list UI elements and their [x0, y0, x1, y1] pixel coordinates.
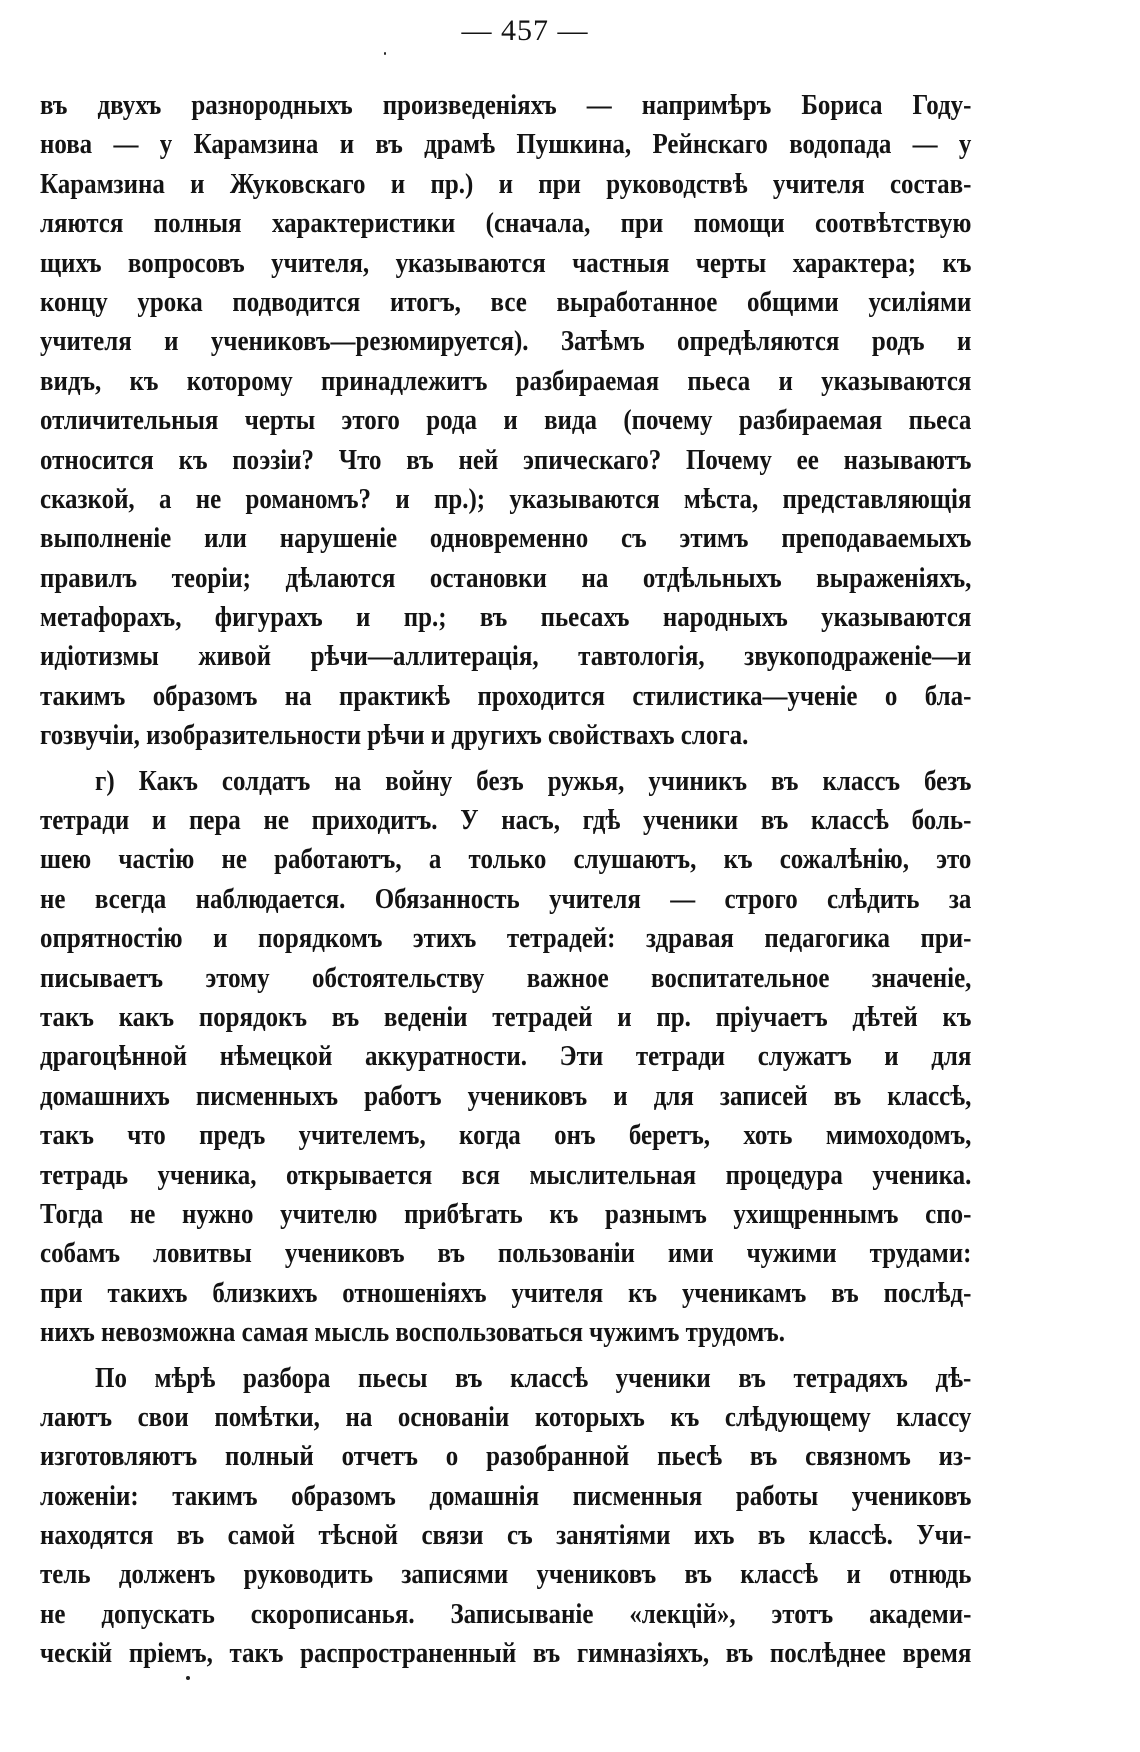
text-line: нова — у Карамзина и въ драмѣ Пушкина, Рейнскаго водопада — у [40, 128, 972, 161]
text-line: отличительныя черты этого рода и вида (почему разбираемая пьеса [40, 404, 972, 437]
text-line: тетради и пера не приходитъ. У насъ, гдѣ ученики въ классѣ боль- [40, 804, 972, 837]
text-line: такъ какъ порядокъ въ веденіи тетрадей и пр. пріучаетъ дѣтей къ [40, 1000, 972, 1033]
text-line: находятся въ самой тѣсной связи съ занятіями ихъ въ классѣ. Учи- [40, 1519, 972, 1552]
text-line: тетрадь ученика, открывается вся мыслительная процедура ученика. [40, 1158, 972, 1191]
text-line: ческій пріемъ, такъ распространенный въ гимназіяхъ, въ послѣднее время [40, 1637, 972, 1670]
text-line: при такихъ близкихъ отношеніяхъ учителя къ ученикамъ въ послѣд- [40, 1276, 972, 1309]
text-line: учителя и учениковъ—резюмируется). Затѣмъ опредѣляются родъ и [40, 325, 972, 358]
text-line: въ двухъ разнородныхъ произведеніяхъ — напримѣръ Бориса Году- [40, 89, 972, 121]
text-line: Карамзина и Жуковскаго и пр.) и при руководствѣ учителя состав- [40, 167, 972, 200]
text-line: не допускать скорописанья. Записываніе «лекцій», этотъ академи- [40, 1597, 972, 1630]
text-line: концу урока подводится итогъ, все выработанное общими усиліями [40, 285, 972, 318]
text-line: метафорахъ, фигурахъ и пр.; въ пьесахъ народныхъ указываются [40, 601, 972, 634]
text-line: опрятностію и порядкомъ этихъ тетрадей: здравая педагогика при- [40, 922, 972, 955]
page-number: — 457 — [461, 14, 589, 47]
paragraph-1 [40, 86, 970, 756]
text-line: выполненіе или нарушеніе одновременно съ этимъ преподаваемыхъ [40, 522, 972, 555]
text-line: нихъ невозможна самая мысль воспользоваться чужимъ трудомъ. [40, 1316, 785, 1349]
text-line: домашнихъ писменныхъ работъ учениковъ и для записей въ классѣ, [40, 1079, 972, 1112]
text-line: гозвучіи, изобразительности рѣчи и другихъ свойствахъ слога. [40, 719, 749, 752]
text-line: такимъ образомъ на практикѣ проходится стилистика—ученіе о бла- [40, 679, 972, 712]
text-line: видъ, къ которому принадлежитъ разбираемая пьеса и указываются [40, 364, 972, 397]
print-speck [384, 52, 386, 55]
text-line: По мѣрѣ разбора пьесы въ классѣ ученики въ тетрадяхъ дѣ- [95, 1361, 972, 1394]
text-line: драгоцѣнной нѣмецкой аккуратности. Эти тетради служатъ и для [40, 1040, 972, 1073]
text-line: относится къ поэзіи? Что въ ней эпическаго? Почему ее называютъ [40, 443, 972, 476]
print-speck [186, 1676, 190, 1680]
paragraph-3 [40, 1359, 970, 1674]
text-line: изготовляютъ полный отчетъ о разобранной пьесѣ въ связномъ из- [40, 1440, 972, 1473]
text-line: не всегда наблюдается. Обязанность учителя — строго слѣдить за [40, 882, 972, 915]
text-line: собамъ ловитвы учениковъ въ пользованіи ими чужими трудами: [40, 1237, 972, 1270]
body-text [40, 86, 970, 1674]
text-line: щихъ вопросовъ учителя, указываются частныя черты характера; къ [40, 246, 972, 279]
text-line: тель долженъ руководить записями учениковъ въ классѣ и отнюдь [40, 1558, 972, 1591]
text-line: Тогда не нужно учителю прибѣгать къ разнымъ ухищреннымъ спо- [40, 1197, 972, 1230]
text-line: шею частію не работаютъ, а только слушаютъ, къ сожалѣнію, это [40, 843, 972, 876]
text-line: такъ что предъ учителемъ, когда онъ беретъ, хоть мимоходомъ, [40, 1119, 972, 1152]
text-line: г) Какъ солдатъ на войну безъ ружья, учиникъ въ классъ безъ [95, 764, 972, 797]
text-line: ляются полныя характеристики (сначала, при помощи соотвѣтствую [40, 207, 972, 240]
text-line: правилъ теоріи; дѣлаются остановки на отдѣльныхъ выраженіяхъ, [40, 561, 972, 594]
text-line: сказкой, а не романомъ? и пр.); указываются мѣста, представляющія [40, 482, 972, 515]
text-line: писываетъ этому обстоятельству важное воспитательное значеніе, [40, 961, 972, 994]
text-line: лаютъ свои помѣтки, на основаніи которыхъ къ слѣдующему классу [40, 1400, 972, 1433]
text-line: идіотизмы живой рѣчи—аллитерація, тавтологія, звукоподраженіе—и [40, 640, 972, 673]
text-line: ложеніи: такимъ образомъ домашнія писменныя работы учениковъ [40, 1479, 972, 1512]
paragraph-2 [40, 762, 970, 1353]
